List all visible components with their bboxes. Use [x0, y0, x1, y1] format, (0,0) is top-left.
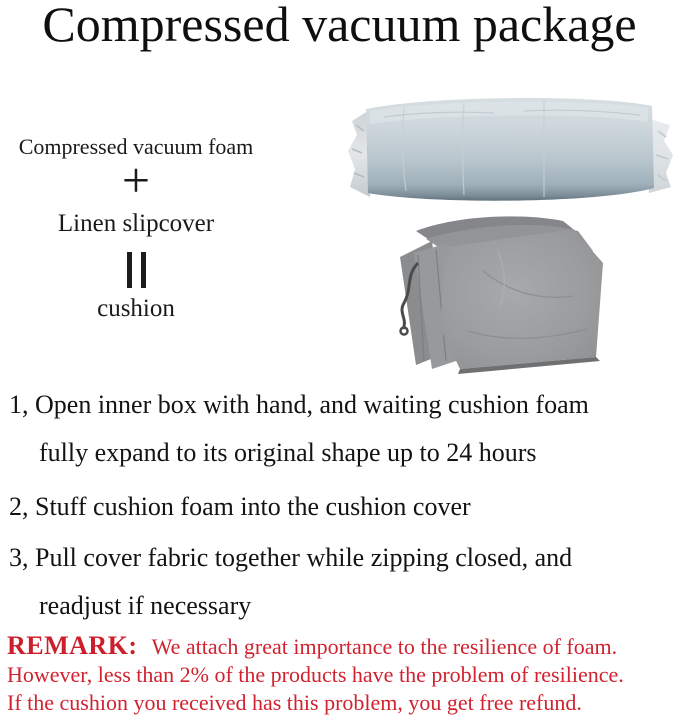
remark-line-2: However, less than 2% of the products have the problem of resilience.	[7, 662, 624, 687]
instruction-step-1-line-2: fully expand to its original shape up to 24 hours	[39, 438, 537, 467]
slipcover-photo	[388, 211, 620, 375]
foam-roll-photo	[344, 91, 676, 209]
remark-section	[7, 632, 677, 717]
remark-label: REMARK:	[7, 631, 138, 660]
equation-foam-label: Compressed vacuum foam	[18, 134, 254, 159]
equals-icon	[0, 252, 272, 290]
plus-symbol: +	[121, 152, 151, 208]
instruction-step-1-line-1: 1, Open inner box with hand, and waiting cushion foam	[9, 390, 589, 419]
instruction-step-3-line-2: readjust if necessary	[39, 591, 252, 620]
foam-roll-body	[366, 98, 654, 201]
instruction-step-3-line-1: 3, Pull cover fabric together while zipping closed, and	[9, 543, 573, 572]
equation-slipcover-label: Linen slipcover	[57, 210, 215, 237]
remark-line-3: If the cushion you received has this problem, you get free refund.	[7, 690, 582, 715]
instruction-step-2: 2, Stuff cushion foam into the cushion cover	[9, 492, 471, 521]
equation-result-label: cushion	[97, 295, 175, 322]
remark-line-1	[7, 632, 677, 661]
double-vertical-bar-icon	[127, 252, 146, 288]
slipcover-front-panel	[440, 229, 603, 374]
remark-text-1: We attach great importance to the resilience of foam.	[151, 634, 618, 659]
page-title: Compressed vacuum package	[42, 0, 637, 52]
